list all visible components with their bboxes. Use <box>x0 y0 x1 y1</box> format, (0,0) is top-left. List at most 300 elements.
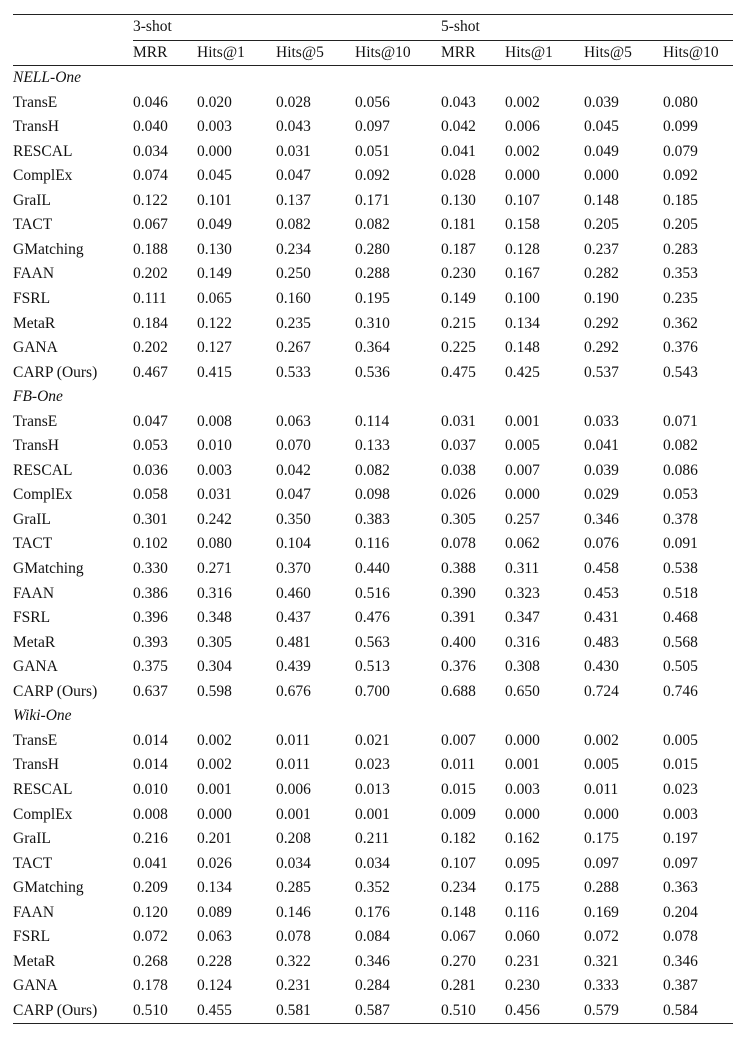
section-title: FB-One <box>13 388 63 406</box>
metric-value: 0.568 <box>663 633 698 651</box>
metric-value: 0.270 <box>441 952 476 970</box>
metric-value: 0.234 <box>441 879 476 897</box>
metric-value: 0.475 <box>441 363 476 381</box>
table-row <box>13 557 733 582</box>
metric-value: 0.209 <box>133 879 168 897</box>
table-row <box>13 91 733 116</box>
metric-value: 0.292 <box>584 339 619 357</box>
metric-value: 0.513 <box>355 658 390 676</box>
metric-value: 0.082 <box>276 216 311 234</box>
metric-value: 0.202 <box>133 339 168 357</box>
metric-value: 0.650 <box>505 682 540 700</box>
metric-value: 0.003 <box>505 780 540 798</box>
metric-value: 0.400 <box>441 633 476 651</box>
metric-value: 0.082 <box>355 461 390 479</box>
metric-value: 0.031 <box>441 412 476 430</box>
metric-value: 0.234 <box>276 240 311 258</box>
metric-value: 0.001 <box>276 805 311 823</box>
metric-value: 0.330 <box>133 560 168 578</box>
metric-value: 0.235 <box>276 314 311 332</box>
metric-value: 0.078 <box>441 535 476 553</box>
metric-value: 0.352 <box>355 879 390 897</box>
header-metric: Hits@5 <box>276 40 355 66</box>
metric-value: 0.301 <box>133 510 168 528</box>
metric-value: 0.026 <box>441 486 476 504</box>
metric-value: 0.533 <box>276 363 311 381</box>
metric-value: 0.029 <box>584 486 619 504</box>
metric-value: 0.011 <box>276 756 311 774</box>
table-row <box>13 508 733 533</box>
metric-value: 0.388 <box>441 560 476 578</box>
metric-value: 0.581 <box>276 999 355 1024</box>
metric-value: 0.280 <box>355 240 390 258</box>
metric-value: 0.014 <box>133 756 168 774</box>
method-name: TransH <box>13 756 59 774</box>
metric-value: 0.205 <box>584 216 619 234</box>
metric-value: 0.089 <box>197 903 232 921</box>
section-row <box>13 704 733 729</box>
metric-value: 0.148 <box>505 339 540 357</box>
metric-value: 0.305 <box>197 633 232 651</box>
metric-value: 0.041 <box>584 437 619 455</box>
method-name: RESCAL <box>13 142 73 160</box>
metric-value: 0.091 <box>663 535 698 553</box>
method-name: FAAN <box>13 903 55 921</box>
metric-value: 0.039 <box>584 461 619 479</box>
method-name: GANA <box>13 977 58 995</box>
metric-value: 0.505 <box>663 658 698 676</box>
metric-value: 0.353 <box>663 265 698 283</box>
metric-value: 0.002 <box>505 142 540 160</box>
metric-value: 0.079 <box>663 142 698 160</box>
metric-value: 0.363 <box>663 879 698 897</box>
table-row <box>13 950 733 975</box>
method-name: TransH <box>13 118 59 136</box>
metric-value: 0.067 <box>133 216 168 234</box>
metric-value: 0.208 <box>276 830 311 848</box>
metric-value: 0.195 <box>355 290 390 308</box>
metric-value: 0.002 <box>197 731 232 749</box>
metric-value: 0.230 <box>505 977 540 995</box>
metric-value: 0.364 <box>355 339 390 357</box>
metric-value: 0.146 <box>276 903 311 921</box>
metric-value: 0.058 <box>133 486 168 504</box>
table-row <box>13 287 733 312</box>
metric-value: 0.149 <box>197 265 232 283</box>
metric-value: 0.042 <box>441 118 476 136</box>
metric-value: 0.000 <box>197 805 232 823</box>
metric-value: 0.308 <box>505 658 540 676</box>
metric-value: 0.116 <box>505 903 540 921</box>
method-name: GMatching <box>13 240 84 258</box>
metric-value: 0.000 <box>505 731 540 749</box>
metric-value: 0.216 <box>133 830 168 848</box>
metric-value: 0.346 <box>663 952 698 970</box>
metric-value: 0.006 <box>276 780 311 798</box>
metric-value: 0.041 <box>133 854 168 872</box>
method-name: TACT <box>13 216 53 234</box>
metric-value: 0.045 <box>197 167 232 185</box>
metric-value: 0.042 <box>276 461 311 479</box>
method-name: ComplEx <box>13 486 73 504</box>
method-name: GraIL <box>13 830 51 848</box>
metric-value: 0.097 <box>355 118 390 136</box>
metric-value: 0.008 <box>133 805 168 823</box>
method-name: GraIL <box>13 510 51 528</box>
table-row <box>13 483 733 508</box>
metric-value: 0.040 <box>133 118 168 136</box>
metric-value: 0.333 <box>584 977 619 995</box>
metric-value: 0.037 <box>441 437 476 455</box>
metric-value: 0.724 <box>584 682 619 700</box>
metric-value: 0.425 <box>505 363 540 381</box>
metric-value: 0.005 <box>663 731 698 749</box>
metric-value: 0.584 <box>663 999 733 1024</box>
metric-value: 0.076 <box>584 535 619 553</box>
metric-value: 0.011 <box>441 756 476 774</box>
method-name: GANA <box>13 339 58 357</box>
metric-value: 0.182 <box>441 830 476 848</box>
metric-value: 0.028 <box>441 167 476 185</box>
metric-value: 0.292 <box>584 314 619 332</box>
metric-value: 0.005 <box>505 437 540 455</box>
metric-value: 0.097 <box>584 854 619 872</box>
metric-value: 0.013 <box>355 780 390 798</box>
metric-value: 0.008 <box>197 412 232 430</box>
metric-value: 0.045 <box>584 118 619 136</box>
metric-value: 0.323 <box>505 584 540 602</box>
metric-value: 0.235 <box>663 290 698 308</box>
header-metric: Hits@10 <box>355 40 441 66</box>
metric-value: 0.483 <box>584 633 619 651</box>
metric-value: 0.111 <box>133 290 167 308</box>
metric-value: 0.000 <box>584 167 619 185</box>
metric-value: 0.080 <box>663 93 698 111</box>
metric-value: 0.348 <box>197 609 232 627</box>
method-name: CARP (Ours) <box>13 999 133 1024</box>
table-row <box>13 189 733 214</box>
metric-value: 0.010 <box>133 780 168 798</box>
metric-value: 0.396 <box>133 609 168 627</box>
metric-value: 0.316 <box>505 633 540 651</box>
metric-value: 0.390 <box>441 584 476 602</box>
metric-value: 0.181 <box>441 216 476 234</box>
metric-value: 0.011 <box>584 780 619 798</box>
metric-value: 0.063 <box>197 928 232 946</box>
metric-value: 0.034 <box>133 142 168 160</box>
method-name: TACT <box>13 854 53 872</box>
metric-value: 0.047 <box>276 486 311 504</box>
metric-value: 0.393 <box>133 633 168 651</box>
metric-value: 0.455 <box>197 999 276 1024</box>
method-name: FSRL <box>13 290 51 308</box>
table-body <box>13 66 733 1024</box>
metric-value: 0.676 <box>276 682 311 700</box>
table-row <box>13 631 733 656</box>
table-row <box>13 753 733 778</box>
metric-value: 0.167 <box>505 265 540 283</box>
metric-value: 0.039 <box>584 93 619 111</box>
metric-value: 0.003 <box>663 805 698 823</box>
metric-value: 0.034 <box>355 854 390 872</box>
metric-value: 0.310 <box>355 314 390 332</box>
metric-value: 0.176 <box>355 903 390 921</box>
metric-value: 0.100 <box>505 290 540 308</box>
metric-value: 0.205 <box>663 216 698 234</box>
metric-value: 0.148 <box>441 903 476 921</box>
metric-value: 0.072 <box>584 928 619 946</box>
metric-value: 0.127 <box>197 339 232 357</box>
metric-value: 0.237 <box>584 240 619 258</box>
table-row <box>13 974 733 999</box>
metric-value: 0.000 <box>505 805 540 823</box>
metric-value: 0.201 <box>197 830 232 848</box>
metric-value: 0.000 <box>584 805 619 823</box>
metric-value: 0.021 <box>355 731 390 749</box>
metric-value: 0.056 <box>355 93 390 111</box>
metric-value: 0.031 <box>276 142 311 160</box>
metric-value: 0.149 <box>441 290 476 308</box>
metric-value: 0.537 <box>584 363 619 381</box>
header-group-5-shot <box>441 15 733 41</box>
table-row <box>13 164 733 189</box>
metric-value: 0.283 <box>663 240 698 258</box>
method-name: GMatching <box>13 560 84 578</box>
metric-value: 0.007 <box>505 461 540 479</box>
metric-value: 0.047 <box>133 412 168 430</box>
metric-value: 0.184 <box>133 314 168 332</box>
header-metric: MRR <box>133 40 197 66</box>
metric-value: 0.376 <box>663 339 698 357</box>
table-row <box>13 582 733 607</box>
metric-value: 0.078 <box>276 928 311 946</box>
metric-value: 0.362 <box>663 314 698 332</box>
metric-value: 0.175 <box>505 879 540 897</box>
metric-value: 0.376 <box>441 658 476 676</box>
method-name: TransE <box>13 93 58 111</box>
metric-value: 0.028 <box>276 93 311 111</box>
method-name: TransH <box>13 437 59 455</box>
metric-value: 0.378 <box>663 510 698 528</box>
metric-value: 0.321 <box>584 952 619 970</box>
metric-value: 0.007 <box>441 731 476 749</box>
metric-value: 0.440 <box>355 560 390 578</box>
metric-value: 0.051 <box>355 142 390 160</box>
metric-value: 0.130 <box>441 191 476 209</box>
method-name: FSRL <box>13 609 51 627</box>
metric-value: 0.000 <box>197 142 232 160</box>
metric-value: 0.015 <box>441 780 476 798</box>
metric-value: 0.098 <box>355 486 390 504</box>
metric-value: 0.347 <box>505 609 540 627</box>
metric-value: 0.288 <box>355 265 390 283</box>
metric-value: 0.101 <box>197 191 232 209</box>
metric-value: 0.460 <box>276 584 311 602</box>
metric-value: 0.481 <box>276 633 311 651</box>
metric-value: 0.579 <box>584 999 663 1024</box>
header-metric: Hits@10 <box>663 40 733 66</box>
metric-value: 0.431 <box>584 609 619 627</box>
metric-value: 0.049 <box>197 216 232 234</box>
metric-value: 0.097 <box>663 854 698 872</box>
metric-value: 0.107 <box>505 191 540 209</box>
metric-value: 0.078 <box>663 928 698 946</box>
metric-value: 0.038 <box>441 461 476 479</box>
metric-value: 0.391 <box>441 609 476 627</box>
method-name: TransE <box>13 731 58 749</box>
metric-value: 0.043 <box>441 93 476 111</box>
table-row <box>13 410 733 435</box>
header-row-metrics <box>13 40 733 66</box>
metric-value: 0.370 <box>276 560 311 578</box>
header-metric: Hits@1 <box>505 40 584 66</box>
metric-value: 0.169 <box>584 903 619 921</box>
metric-value: 0.060 <box>505 928 540 946</box>
table-row <box>13 115 733 140</box>
metric-value: 0.137 <box>276 191 311 209</box>
metric-value: 0.322 <box>276 952 311 970</box>
metric-value: 0.023 <box>355 756 390 774</box>
metric-value: 0.510 <box>441 999 505 1024</box>
table-row <box>13 140 733 165</box>
metric-value: 0.011 <box>276 731 311 749</box>
metric-value: 0.005 <box>584 756 619 774</box>
metric-value: 0.041 <box>441 142 476 160</box>
table-row <box>13 434 733 459</box>
table-row <box>13 238 733 263</box>
metric-value: 0.092 <box>663 167 698 185</box>
metric-value: 0.563 <box>355 633 390 651</box>
metric-value: 0.104 <box>276 535 311 553</box>
metric-value: 0.288 <box>584 879 619 897</box>
metric-value: 0.225 <box>441 339 476 357</box>
metric-value: 0.311 <box>505 560 540 578</box>
method-name: CARP (Ours) <box>13 363 98 381</box>
metric-value: 0.211 <box>355 830 390 848</box>
metric-value: 0.033 <box>584 412 619 430</box>
metric-value: 0.053 <box>663 486 698 504</box>
metric-value: 0.386 <box>133 584 168 602</box>
metric-value: 0.268 <box>133 952 168 970</box>
table-row <box>13 778 733 803</box>
metric-value: 0.231 <box>276 977 311 995</box>
table-row-ours <box>13 999 733 1024</box>
metric-value: 0.128 <box>505 240 540 258</box>
table-row <box>13 336 733 361</box>
table-row <box>13 312 733 337</box>
metric-value: 0.082 <box>663 437 698 455</box>
header-row-groups <box>13 15 733 41</box>
metric-value: 0.003 <box>197 461 232 479</box>
method-name: MetaR <box>13 633 56 651</box>
method-name: GANA <box>13 658 58 676</box>
metric-value: 0.187 <box>441 240 476 258</box>
metric-value: 0.092 <box>355 167 390 185</box>
header-metric: MRR <box>441 40 505 66</box>
group-3-label: 3-shot <box>133 18 172 35</box>
metric-value: 0.116 <box>355 535 390 553</box>
metric-value: 0.122 <box>133 191 168 209</box>
metric-value: 0.468 <box>663 609 698 627</box>
metric-value: 0.000 <box>505 167 540 185</box>
metric-value: 0.316 <box>197 584 232 602</box>
metric-value: 0.688 <box>441 682 476 700</box>
table-row-ours <box>13 680 733 705</box>
metric-value: 0.178 <box>133 977 168 995</box>
metric-value: 0.437 <box>276 609 311 627</box>
metric-value: 0.072 <box>133 928 168 946</box>
method-name: RESCAL <box>13 461 73 479</box>
metric-value: 0.204 <box>663 903 698 921</box>
metric-value: 0.518 <box>663 584 698 602</box>
table-row <box>13 655 733 680</box>
table-row <box>13 803 733 828</box>
table-row <box>13 213 733 238</box>
metric-value: 0.034 <box>276 854 311 872</box>
metric-value: 0.543 <box>663 363 698 381</box>
metric-value: 0.015 <box>663 756 698 774</box>
metric-value: 0.228 <box>197 952 232 970</box>
metric-value: 0.043 <box>276 118 311 136</box>
table-row-ours <box>13 361 733 386</box>
metric-value: 0.020 <box>197 93 232 111</box>
metric-value: 0.285 <box>276 879 311 897</box>
table-row <box>13 901 733 926</box>
metric-value: 0.067 <box>441 928 476 946</box>
metric-value: 0.120 <box>133 903 168 921</box>
metric-value: 0.122 <box>197 314 232 332</box>
table-row <box>13 262 733 287</box>
metric-value: 0.107 <box>441 854 476 872</box>
metric-value: 0.001 <box>197 780 232 798</box>
metric-value: 0.202 <box>133 265 168 283</box>
table-row <box>13 729 733 754</box>
section-row <box>13 385 733 410</box>
table-row <box>13 606 733 631</box>
metric-value: 0.171 <box>355 191 390 209</box>
metric-value: 0.257 <box>505 510 540 528</box>
table-row <box>13 925 733 950</box>
header-empty <box>13 15 133 41</box>
metric-value: 0.082 <box>355 216 390 234</box>
metric-value: 0.281 <box>441 977 476 995</box>
metric-value: 0.242 <box>197 510 232 528</box>
metric-value: 0.001 <box>505 412 540 430</box>
metric-value: 0.346 <box>584 510 619 528</box>
metric-value: 0.387 <box>663 977 698 995</box>
header-metric: Hits@5 <box>584 40 663 66</box>
metric-value: 0.114 <box>355 412 390 430</box>
method-name: GraIL <box>13 191 51 209</box>
metric-value: 0.230 <box>441 265 476 283</box>
section-row <box>13 66 733 91</box>
metric-value: 0.084 <box>355 928 390 946</box>
metric-value: 0.538 <box>663 560 698 578</box>
metric-value: 0.026 <box>197 854 232 872</box>
table-row <box>13 532 733 557</box>
metric-value: 0.197 <box>663 830 698 848</box>
metric-value: 0.305 <box>441 510 476 528</box>
method-name: MetaR <box>13 952 56 970</box>
header-metric: Hits@1 <box>197 40 276 66</box>
metric-value: 0.070 <box>276 437 311 455</box>
method-name: RESCAL <box>13 780 73 798</box>
metric-value: 0.415 <box>197 363 232 381</box>
metric-value: 0.002 <box>505 93 540 111</box>
metric-value: 0.047 <box>276 167 311 185</box>
header-group-3-shot <box>133 15 441 41</box>
metric-value: 0.063 <box>276 412 311 430</box>
